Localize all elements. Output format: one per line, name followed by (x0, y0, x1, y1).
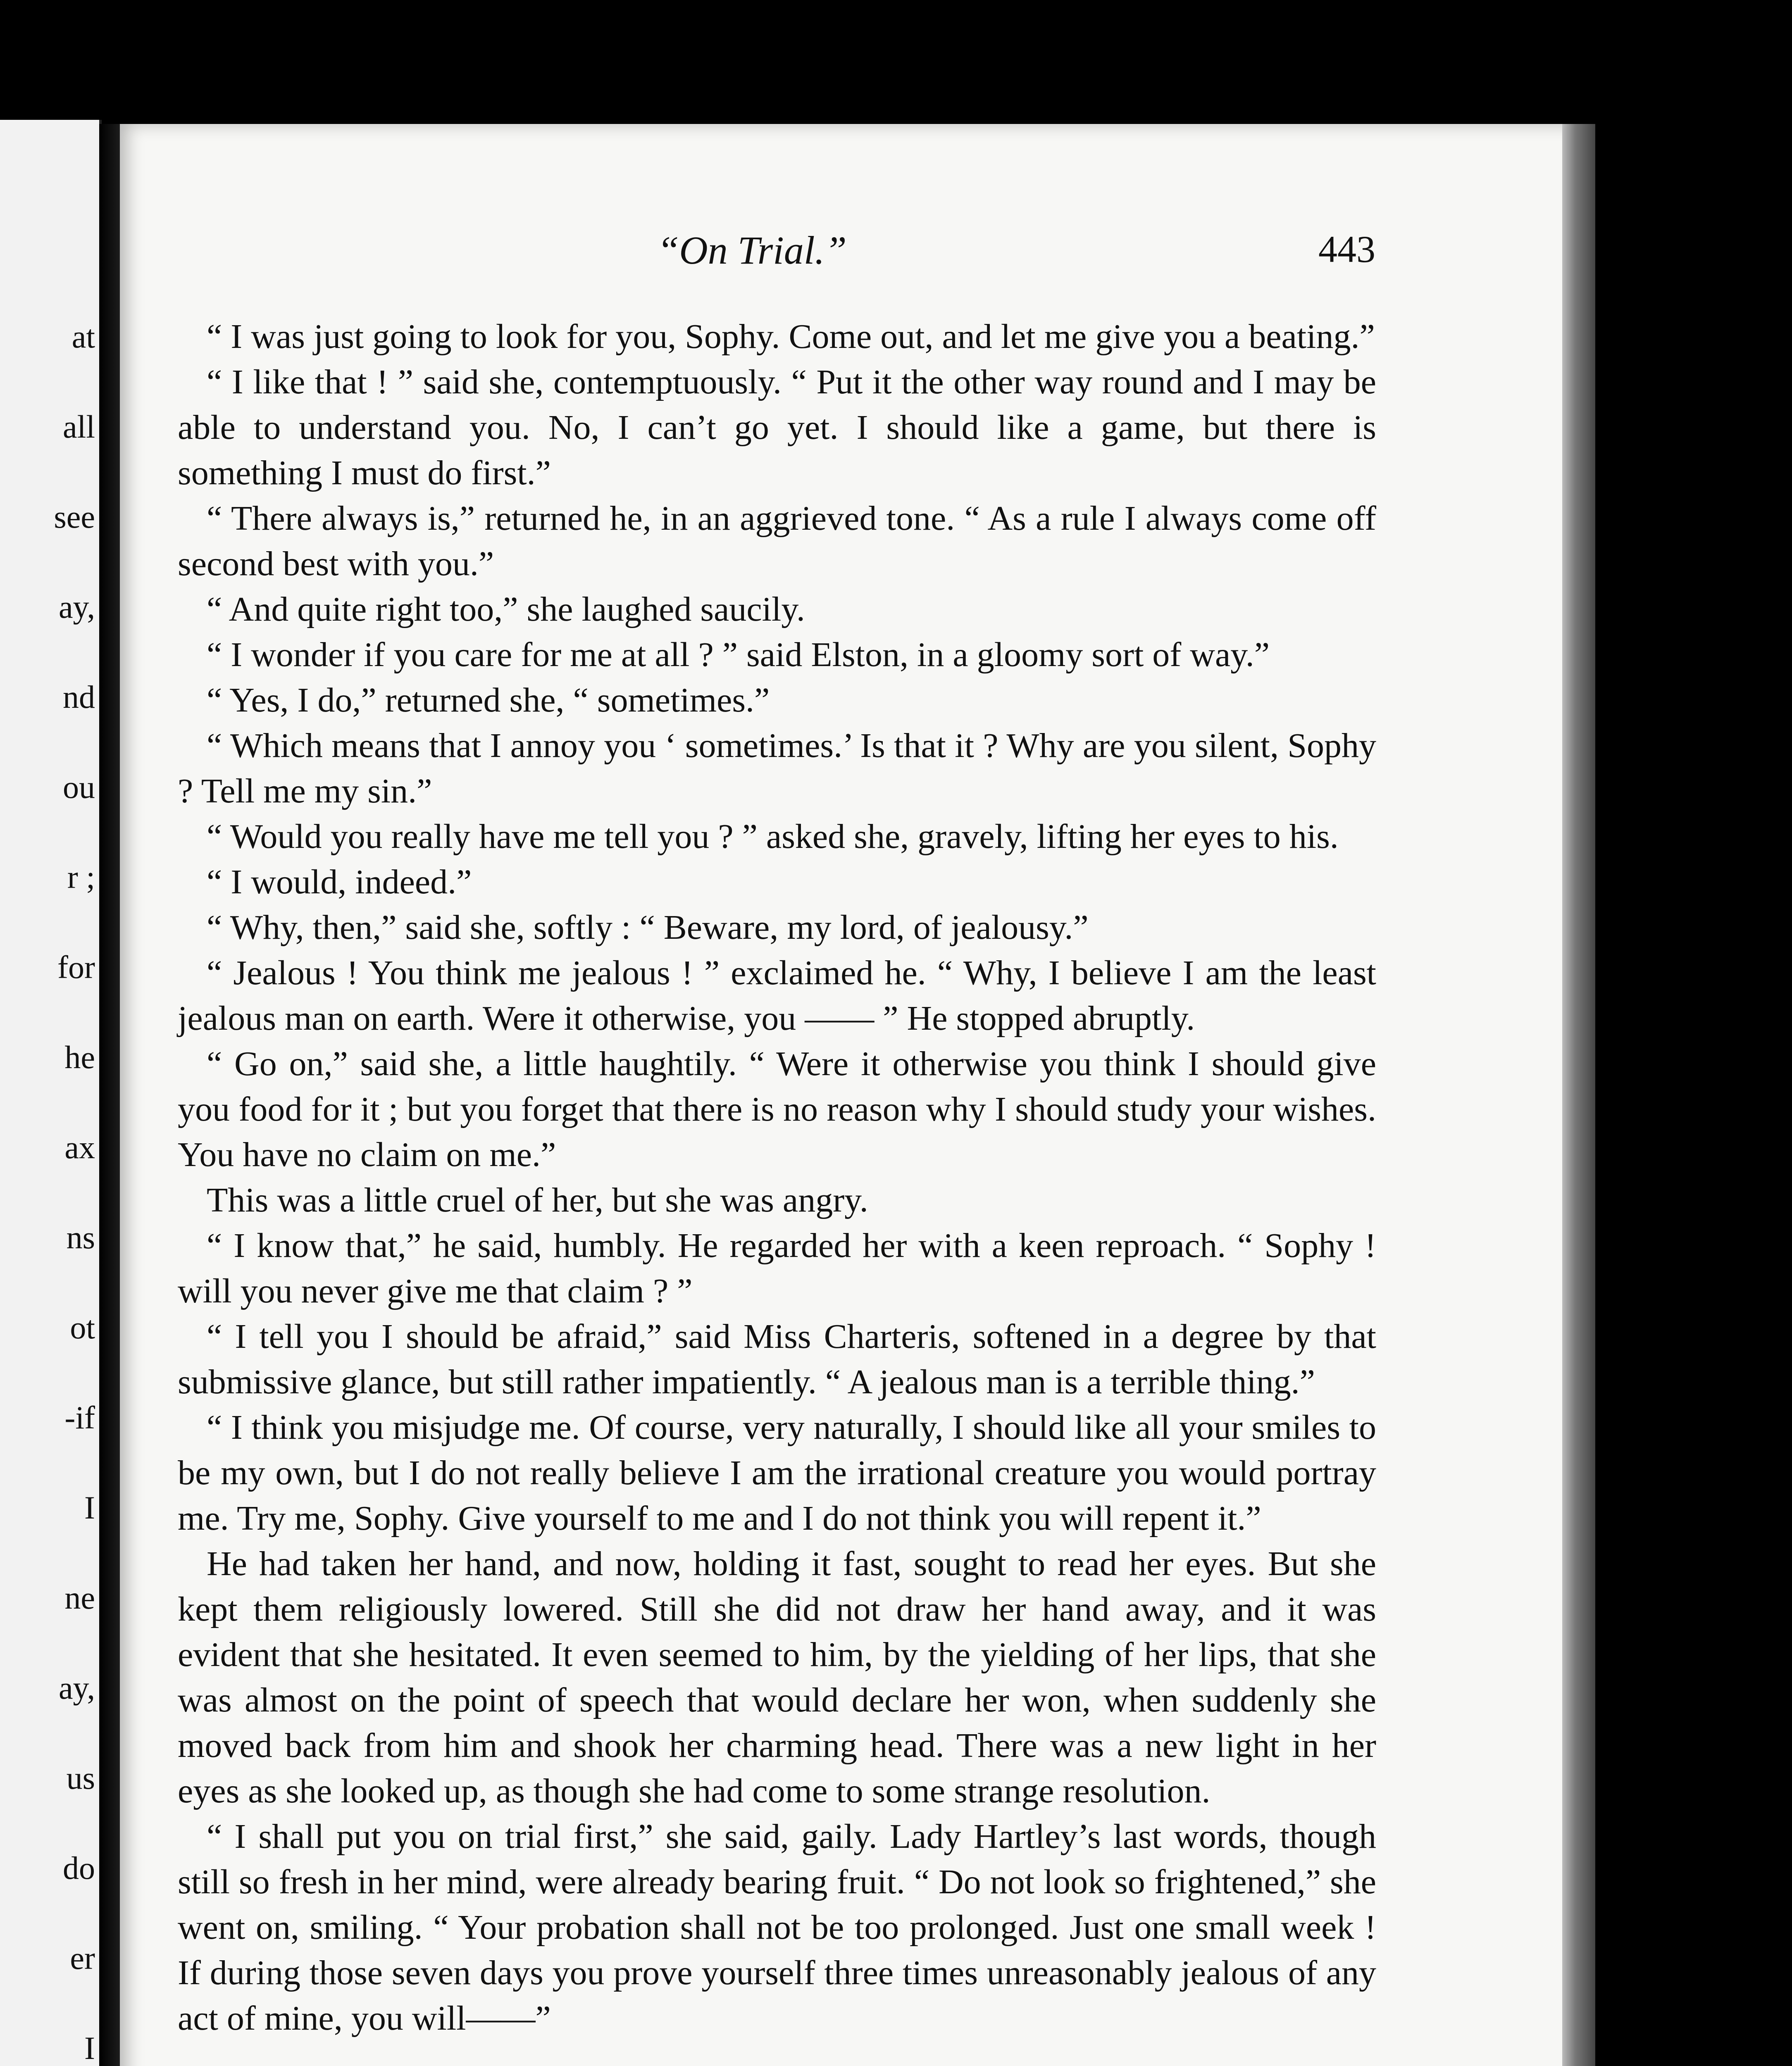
paragraph: “ I would, indeed.” (207, 863, 472, 901)
paragraph: “ Yes, I do,” returned she, “ sometimes.” (207, 681, 770, 719)
book-page (120, 124, 1591, 2066)
previous-page-fragment: nd (63, 679, 95, 715)
paragraph: “ I think you misjudge me. Of course, very naturally, I should like all your smiles to be my own, but I do not really believe I am the irrational creature you would portray me. Try me, Sophy. Give yourself to me and I do not think you will repent it.” (178, 1408, 1376, 1538)
paragraph: “ I was just going to look for you, Sophy. Come out, and let me give you a beating.” (207, 317, 1375, 356)
paragraph: “ Which means that I annoy you ‘ sometimes.’ Is that it ? Why are you silent, Sophy ? Tell me my sin.” (178, 726, 1376, 810)
previous-page-fragment: ns (66, 1219, 95, 1255)
previous-page-fragment: I (84, 2030, 95, 2066)
previous-page-fragment: ay, (58, 589, 95, 625)
previous-page-fragment: ou (63, 769, 95, 805)
page-number: 443 (1318, 228, 1375, 270)
paragraph: “ There always is,” returned he, in an aggrieved tone. “ As a rule I always come off second best with you.” (178, 499, 1376, 583)
paragraph: “ And quite right too,” she laughed saucily. (207, 590, 805, 628)
previous-page-fragment: us (66, 1760, 95, 1796)
paragraph: “ I shall put you on trial first,” she said, gaily. Lady Hartley’s last words, though still so fresh in her mind, were already bearing fruit. “ Do not look so frightened,” she went on, smiling. “ Your probation shall not be too prolonged. Just one small week ! If during those seven days you prove yourself three times unreasonably jealous of any act of mine, you will——” (178, 1817, 1376, 2037)
previous-page-fragment: er (70, 1940, 95, 1976)
paragraph: “ I wonder if you care for me at all ? ” said Elston, in a gloomy sort of way.” (207, 636, 1270, 674)
paragraph: “ Jealous ! You think me jealous ! ” exclaimed he. “ Why, I believe I am the least jealous man on earth. Were it otherwise, you —— ” He stopped abruptly. (178, 954, 1376, 1038)
paragraph: “ I tell you I should be afraid,” said Miss Charteris, softened in a degree by that submissive glance, but still rather impatiently. “ A jealous man is a terrible thing.” (178, 1317, 1376, 1401)
previous-page-fragment: for (57, 949, 95, 985)
previous-page-fragment: he (64, 1039, 95, 1075)
previous-page-fragment: all (63, 409, 95, 445)
previous-page-fragment: r ; (67, 859, 95, 895)
previous-page-fragment: ne (64, 1580, 95, 1616)
previous-page-fragment: at (71, 319, 95, 355)
paragraph: “ Go on,” said she, a little haughtily. “ Were it otherwise you think I should give you food for it ; but you forget that there is no reason why I should study your wishes. You have no claim on me.” (178, 1045, 1376, 1174)
previous-page-fragment: ay, (58, 1670, 95, 1706)
previous-page-fragment: I (84, 1490, 95, 1526)
paragraph: “ I know that,” he said, humbly. He regarded her with a keen reproach. “ Sophy ! will you never give me that claim ? ” (178, 1226, 1376, 1310)
previous-page-fragment: see (54, 499, 95, 535)
running-head: “On Trial.” (657, 228, 847, 272)
paragraph: He had taken her hand, and now, holding it fast, sought to read her eyes. But she kept them religiously lowered. Still she did not draw her hand away, and it was evident that she hesitated. It even seemed to him, by the yielding of her lips, that she was almost on the point of speech that would declare her won, when suddenly she moved back from him and shook her charming head. There was a new light in her eyes as she looked up, as though she had come to some strange resolution. (178, 1545, 1376, 1810)
previous-page-fragment: -if (64, 1400, 95, 1435)
previous-page-fragment: ax (64, 1129, 95, 1165)
paragraph: This was a little cruel of her, but she was angry. (207, 1181, 868, 1219)
previous-page-edge (0, 120, 102, 2066)
page-text (178, 314, 1376, 2041)
page-stack-edge (1562, 124, 1595, 2066)
paragraph: “ Would you really have me tell you ? ” asked she, gravely, lifting her eyes to his. (207, 817, 1339, 856)
paragraph: “ I like that ! ” said she, contemptuously. “ Put it the other way round and I may be able to understand you. No, I can’t go yet. I should like a game, but there is something I must do first.” (178, 363, 1376, 492)
previous-page-fragment: do (63, 1850, 95, 1886)
paragraph: “ Why, then,” said she, softly : “ Beware, my lord, of jealousy.” (207, 908, 1089, 947)
previous-page-fragment: ot (70, 1309, 95, 1345)
